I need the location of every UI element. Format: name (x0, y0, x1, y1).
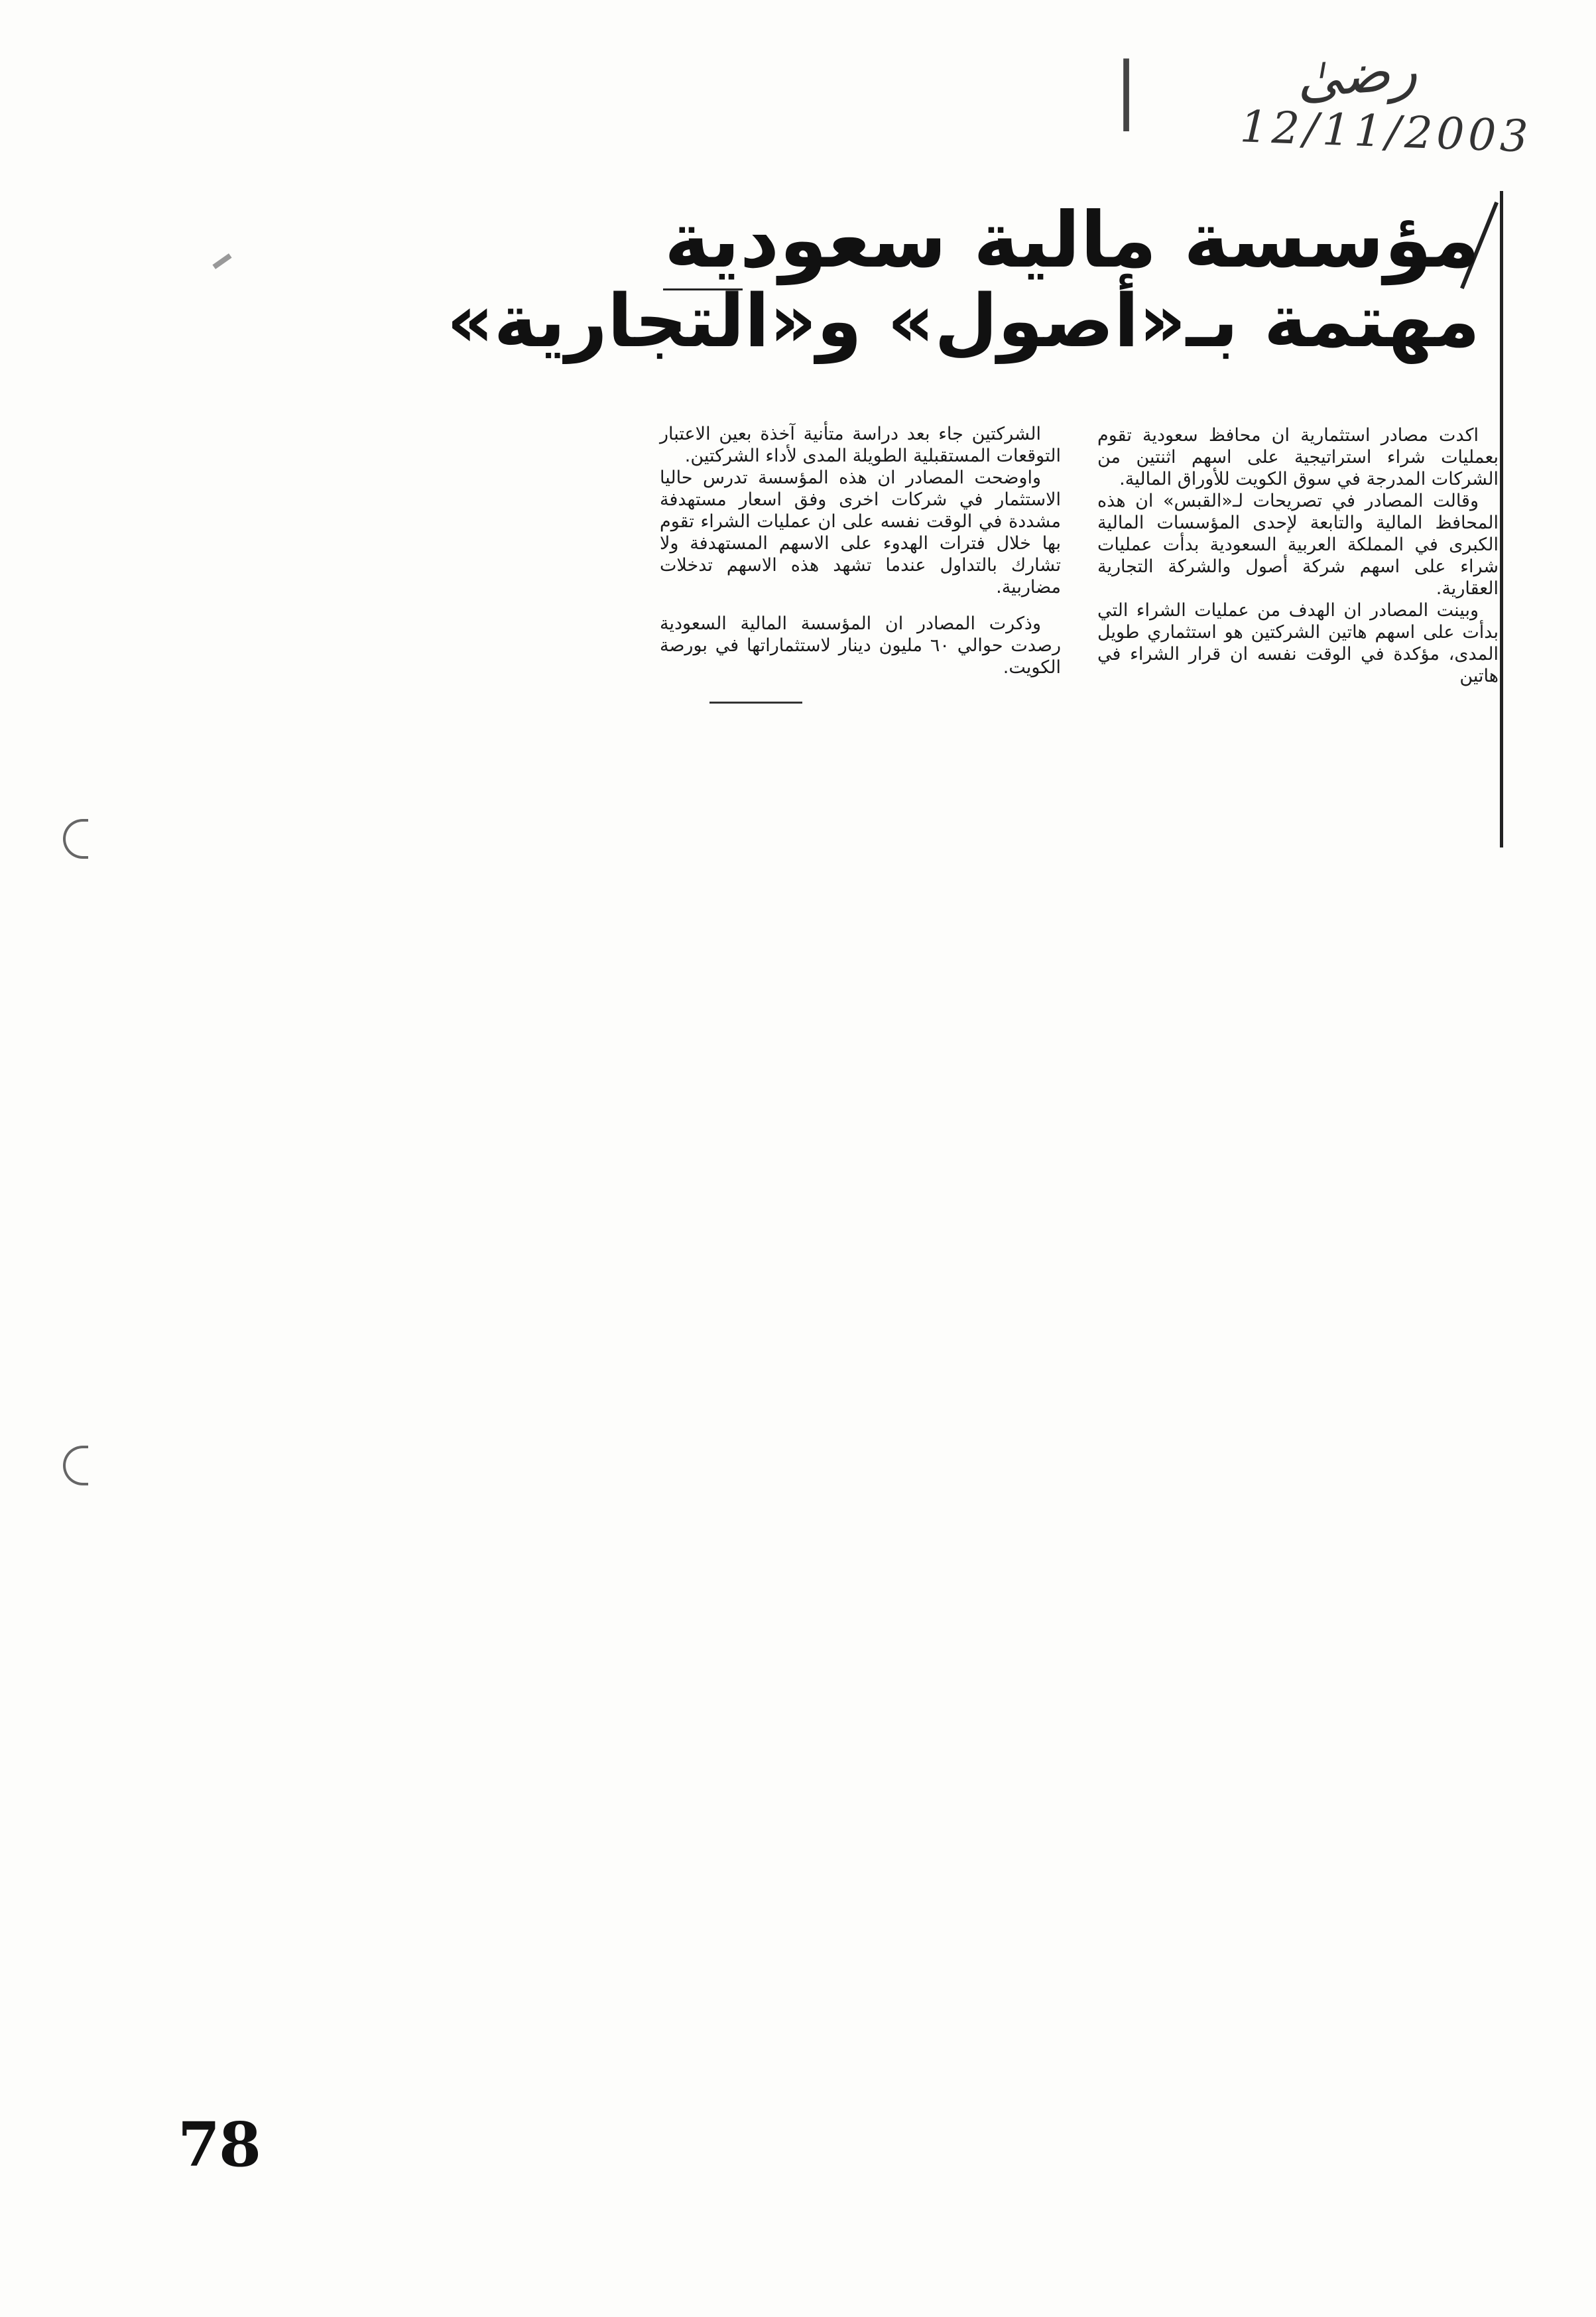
handwritten-source-note: رضىٰ (1294, 36, 1420, 111)
binder-hole (63, 819, 88, 859)
section-divider (709, 702, 802, 704)
handwritten-date: 12/11/2003 (1239, 101, 1533, 162)
headline-line-2: مهتمة بـ«أصول» و«التجارية» (446, 279, 1480, 363)
scan-speck (212, 253, 231, 269)
clipping-right-rule (1500, 191, 1503, 847)
headline-line-1: مؤسسة مالية سعودية (664, 196, 1480, 285)
paragraph: الشركتين جاء بعد دراسة متأنية آخذة بعين الاعتبار التوقعات المستقبلية الطويلة المدى لأداء الشركتين. (660, 424, 1061, 466)
paragraph: وبينت المصادر ان الهدف من عمليات الشراء التي بدأت على اسهم هاتين الشركتين هو استثماري طويل المدى، مؤكدة في الوقت نفسه ان قرار الشراء في هاتين (1097, 600, 1499, 686)
handwritten-mark: | (1114, 46, 1139, 131)
section-gap (660, 598, 1061, 613)
page-number: 78 (178, 2109, 261, 2180)
binder-hole (63, 1446, 88, 1485)
paragraph: واوضحت المصادر ان هذه المؤسسة تدرس حاليا الاستثمار في شركات اخرى وفق اسعار مستهدفة مشددة في الوقت نفسه على ان عمليات الشراء تقوم بها خلال فترات الهدوء على الاسهم المستهدفة ولا تشارك بالتداول عندما تشهد هذه الاسهم تدخلات مضاربية. (660, 468, 1061, 597)
article-column-left (660, 423, 1061, 678)
paragraph: وقالت المصادر في تصريحات لـ«القبس» ان هذه المحافظ المالية والتابعة لإحدى المؤسسات المالية الكبرى في المملكة العربية السعودية بدأت عمليات شراء على اسهم شركة أصول والشركة التجارية العقارية. (1097, 491, 1499, 599)
article-column-right (1097, 424, 1499, 687)
paragraph: اكدت مصادر استثمارية ان محافظ سعودية تقوم بعمليات شراء استراتيجية على اسهم اثنتين من الشركات المدرجة في سوق الكويت للأوراق المالية. (1097, 425, 1499, 489)
paragraph: وذكرت المصادر ان المؤسسة المالية السعودية رصدت حوالي ٦٠ مليون دينار لاستثماراتها في بورصة الكويت. (660, 613, 1061, 678)
